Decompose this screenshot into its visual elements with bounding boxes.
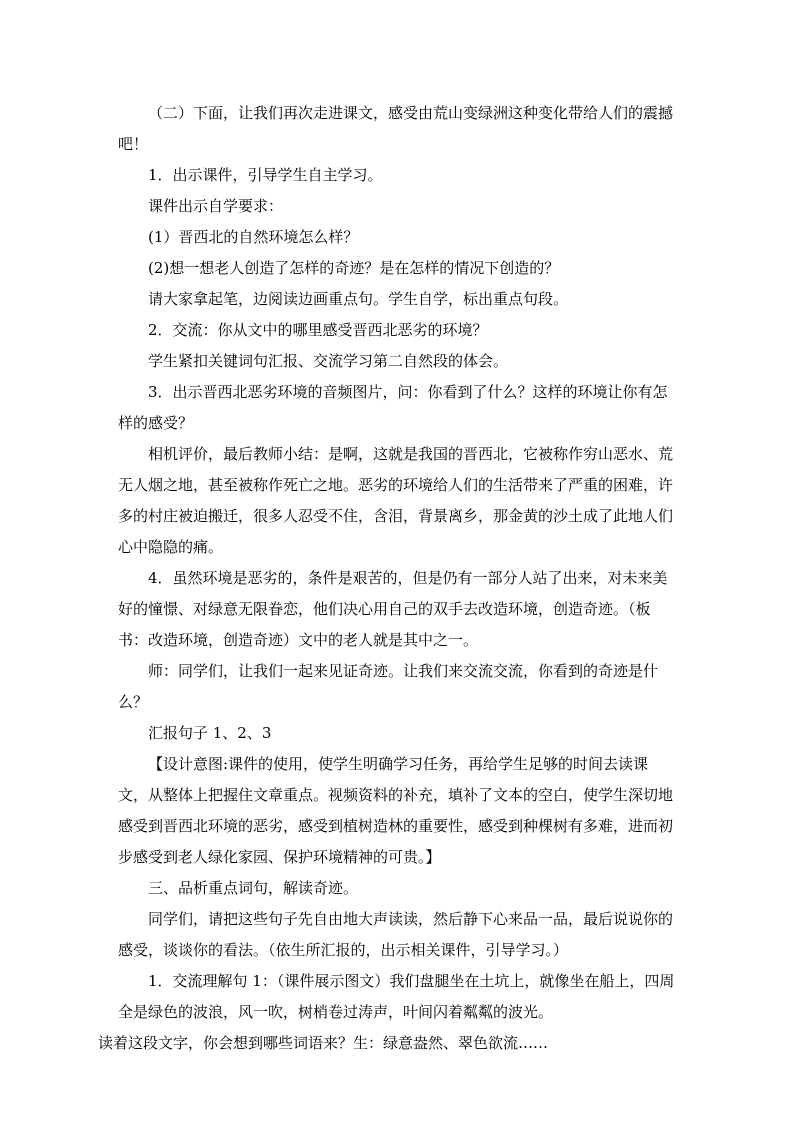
document-body [98,98,678,1059]
paragraph-requirements: 课件出示自学要求： [148,197,284,215]
paragraph-summary: 相机评价，最后教师小结：是啊，这就是我国的晋西北，它被称作穷山恶水、荒无人烟之地，甚至被称作死亡之地。恶劣的环境给人们的生活带来了严重的困难，许多的村庄被迫搬迁，很多人忍受不住，含泪，背景离乡，那金黄的沙土成了此地人们心中隐隐的痛。 [118,445,674,556]
paragraph-words: 读着这段文字，你会想到哪些词语来？生：绿意盎然、翠色欲流…… [98,1034,549,1052]
paragraph-sentence-1: 1．交流理解句 1：（课件展示图文）我们盘腿坐在土坑上，就像坐在船上，四周全是绿色的波浪，风一吹，树梢卷过涛声，叶间闪着粼粼的波光。 [118,972,675,1021]
section-heading-3: 三、品析重点词句，解读奇迹。 [148,879,359,897]
paragraph-intro: （二）下面，让我们再次走进课文，感受由荒山变绿洲这种变化带给人们的震撼吧！ [118,104,674,153]
paragraph-teacher: 师：同学们，让我们一起来见证奇迹。让我们来交流交流，你看到的奇迹是什么？ [118,662,659,711]
paragraph-step-4: 4．虽然环境是恶劣的，条件是艰苦的，但是仍有一部分人站了出来，对未来美好的憧憬、对绿意无限眷恋，他们决心用自己的双手去改造环境，创造奇迹。（板书：改造环境，创造奇迹）文中的老人就是其中之一。 [118,569,668,649]
paragraph-design-intent: 【设计意图:课件的使用，使学生明确学习任务，再给学生足够的时间去读课文，从整体上把握住文章重点。视频资料的补充，填补了文本的空白，使学生深切地感受到晋西北环境的恶劣，感受到植树造林的重要性，感受到种棵树有多难，进而初步感受到老人绿化家园、保护环境精神的可贵。】 [118,755,674,866]
paragraph-report: 学生紧扣关键词句汇报、交流学习第二自然段的体会。 [148,352,509,370]
paragraph-step-2: 2．交流：你从文中的哪里感受晋西北恶劣的环境？ [148,321,488,339]
paragraph-step-1: 1．出示课件，引导学生自主学习。 [148,166,383,184]
paragraph-question-2: (2)想一想老人创造了怎样的奇迹？是在怎样的情况下创造的？ [148,259,560,277]
paragraph-step-3: 3．出示晋西北恶劣环境的音频图片，问：你看到了什么？这样的环境让你有怎样的感受？ [118,383,668,432]
paragraph-question-1: (1）晋西北的自然环境怎么样？ [148,228,359,246]
paragraph-self-study: 请大家拿起笔，边阅读边画重点句。学生自学，标出重点句段。 [148,290,569,308]
paragraph-sentences: 汇报句子 1、2、3 [148,724,272,742]
paragraph-read-aloud: 同学们，请把这些句子先自由地大声读读，然后静下心来品一品，最后说说你的感受，谈谈你的看法。（依生所汇报的，出示相关课件，引导学习。） [118,910,674,959]
